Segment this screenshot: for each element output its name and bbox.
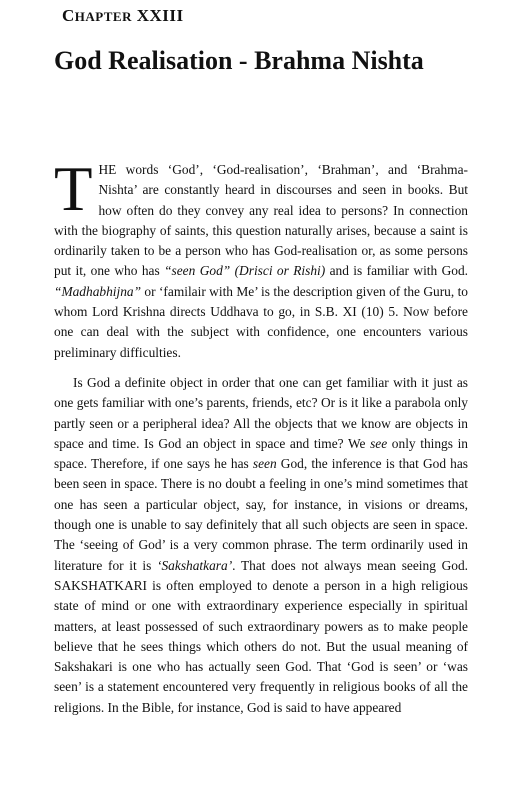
paragraph-2-italic-a: see <box>370 435 388 451</box>
paragraph-1-text-c: or ‘familair with Me’ is the description given of the Guru, to whom Lord Krishna directs Uddhava to go, in S.B. XI (10) 5. Now before one can deal with the subject with confidence, one encounters various preliminary difficulties. <box>54 283 468 360</box>
paragraph-2-text-a: Is God a definite object in order that one can get familiar with it just as one gets familiar with one’s parents, friends, etc? Or is it like a parabola only partly seen or a peripheral idea? All the objects that we know are objects in space and time. Is God an object in space and time? We <box>54 374 468 451</box>
body-text <box>54 154 468 718</box>
paragraph-2-text-d: . That does not always mean seeing God. SAKSHATKARI is often employed to denote a person in a high religious state of mind or one with extraordinary experience especially in spiritual matters, at least possessed of such extraordinary powers as to make people believe that he sees things which others do not. But the usual meaning of Sakshakari is one who has actually seen God. That ‘God is seen’ or ‘was seen’ is a statement encountered very frequently in religious books of all the religions. In the Bible, for instance, God is said to have appeared <box>54 557 468 715</box>
drop-cap: T <box>54 154 93 224</box>
paragraph-1-italic-b: “Madhabhijna” <box>54 283 142 299</box>
chapter-label-rest: HAPTER <box>74 9 132 24</box>
paragraph-1-text-b: and is familiar with God. <box>325 263 468 279</box>
chapter-title: God Realisation - Brahma Nishta <box>54 46 424 75</box>
paragraph-2-text-b: only things in space. Therefore, if one says he has <box>54 435 468 472</box>
chapter-label-initial: C <box>62 6 75 25</box>
paragraph-2-text-c: God, the inference is that God has been seen in space. There is no doubt a feeling in one’s mind sometimes that one has seen a particular object, say, for instance, in visions or dreams, though one is unable to say definitely that all such objects are seen in space. The ‘seeing of God’ is a very common phrase. The term ordinarily used in literature for it is <box>54 456 468 573</box>
paragraph-2-italic-b: seen <box>252 456 277 472</box>
chapter-label <box>62 6 184 26</box>
chapter-number: XXIII <box>136 6 184 25</box>
paragraph-2 <box>54 373 468 718</box>
paragraph-2-italic-c: ‘Sakshatkara’ <box>157 557 233 573</box>
paragraph-1-text-a: HE words ‘God’, ‘God-realisation’, ‘Brahman’, and ‘Brahma-Nishta’ are constantly heard in discourses and seen in books. But how often do they convey any real idea to persons? In connection with the biography of saints, this question naturally arises, because a saint is ordinarily taken to be a person who has God-realisation or, as some persons put it, one who has <box>54 162 468 279</box>
paragraph-1 <box>54 154 468 363</box>
paragraph-1-italic-a: “seen God” (Drisci or Rishi) <box>164 263 326 279</box>
